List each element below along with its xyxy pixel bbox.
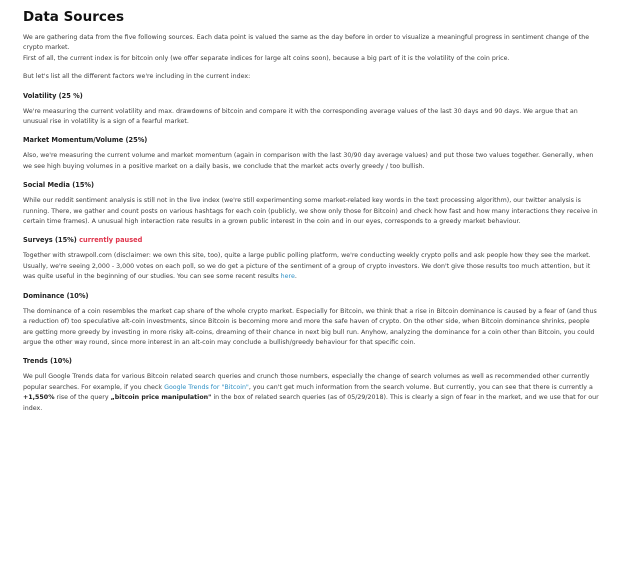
trends-part-2: , you can't get much information from the search volume. But currently, you can see that there is currently a (248, 383, 593, 391)
trends-query: „bitcoin price manipulation" (110, 394, 212, 402)
trends-part-4: in the box of related search queries (as of 05/29/2018). This is clearly a sign of fear in the market, and we use that for our index. (23, 394, 599, 412)
social-media-heading: Social Media (15%) (23, 181, 95, 190)
data-sources-page (23, 8, 599, 414)
intro-paragraph-1: We are gathering data from the five following sources. Each data point is valued the same as the day before in order to visualize a meaningful progress in sentiment change of the crypto market. (23, 34, 590, 52)
social-media-text: While our reddit sentiment analysis is still not in the live index (we're still experimenting some market-related key words in the text processing algorithm), our twitter analysis is running. There, we gather and count posts on various hashtags for each coin (publicly, we show only those for Bitcoin) and check how fast and how many interactions they receive in certain time frames). A unusual high interaction rate results in a grown public interest in the coin and in our eyes, corresponds to a greedy market behaviour. (23, 197, 598, 226)
page-title: Data Sources (23, 9, 125, 25)
trends-rise-value: +1,550% (23, 394, 55, 402)
trends-part-3: rise of the query (56, 394, 109, 402)
volatility-text: We're measuring the current volatility and max. drawdowns of bitcoin and compare it with the corresponding average values of the last 30 days and 90 days. We argue that an unusual rise in volatility is a sign of a fearful market. (23, 107, 578, 126)
surveys-heading (23, 235, 599, 245)
intro-paragraph-3: But let's list all the different factors we're including in the current index: (23, 73, 251, 81)
momentum-text: Also, we're measuring the current volume and market momentum (again in comparison with the last 30/90 day average values) and put those two values together. Generally, when we see high buying volumes in a positive market on a daily basis, we conclude that the market acts overly greedy / too bullish. (23, 152, 594, 170)
survey-results-link[interactable]: here (280, 273, 295, 281)
surveys-body: Together with strawpoll.com (disclaimer: we own this site, too), quite a large public polling platform, we're conducting weekly crypto polls and ask people how they see the market. Usually, we're seeing 2,000 - 3,000 votes on each poll, so we do get a picture of the sentiment of a group of crypto investors. We don't give those results too much attention, but it was quite useful in the beginning of our studies. You can see some recent results (23, 252, 591, 281)
trends-text (23, 372, 599, 414)
volatility-heading: Volatility (25 %) (23, 91, 83, 100)
trends-part-1: We pull Google Trends data for various Bitcoin related search queries and crunch those numbers, especially the change of search volumes as well as recommended other currently popular searches. For example, if you check (23, 373, 590, 391)
intro-paragraph-2: First of all, the current index is for bitcoin only (we offer separate indices for large alt coins soon), because a big part of it is the volatility of the coin price. (23, 54, 510, 62)
trends-heading: Trends (10%) (23, 357, 72, 366)
surveys-text (23, 251, 599, 282)
surveys-end: . (294, 273, 297, 281)
google-trends-link[interactable]: Google Trends for "Bitcoin" (164, 383, 249, 391)
momentum-heading: Market Momentum/Volume (25%) (23, 136, 148, 145)
dominance-text: The dominance of a coin resembles the market cap share of the whole crypto market. Especially for Bitcoin, we think that a rise in Bitcoin dominance is caused by a fear of (and thus a reduction of) too speculative alt-coin investments, since Bitcoin is becoming more and more the safe haven of crypto. On the other side, when Bitcoin dominance shrinks, people are getting more greedy by investing in more risky alt-coins, dreaming of their chance in next big bull run. Anyhow, analyzing the dominance for a coin other than Bitcoin, you could argue the other way round, since more interest in an alt-coin may conclude a bullish/greedy behaviour for that specific coin. (23, 307, 597, 346)
paused-status: currently paused (79, 236, 143, 245)
dominance-heading: Dominance (10%) (23, 291, 89, 300)
surveys-heading-label: Surveys (15%) (23, 236, 77, 245)
